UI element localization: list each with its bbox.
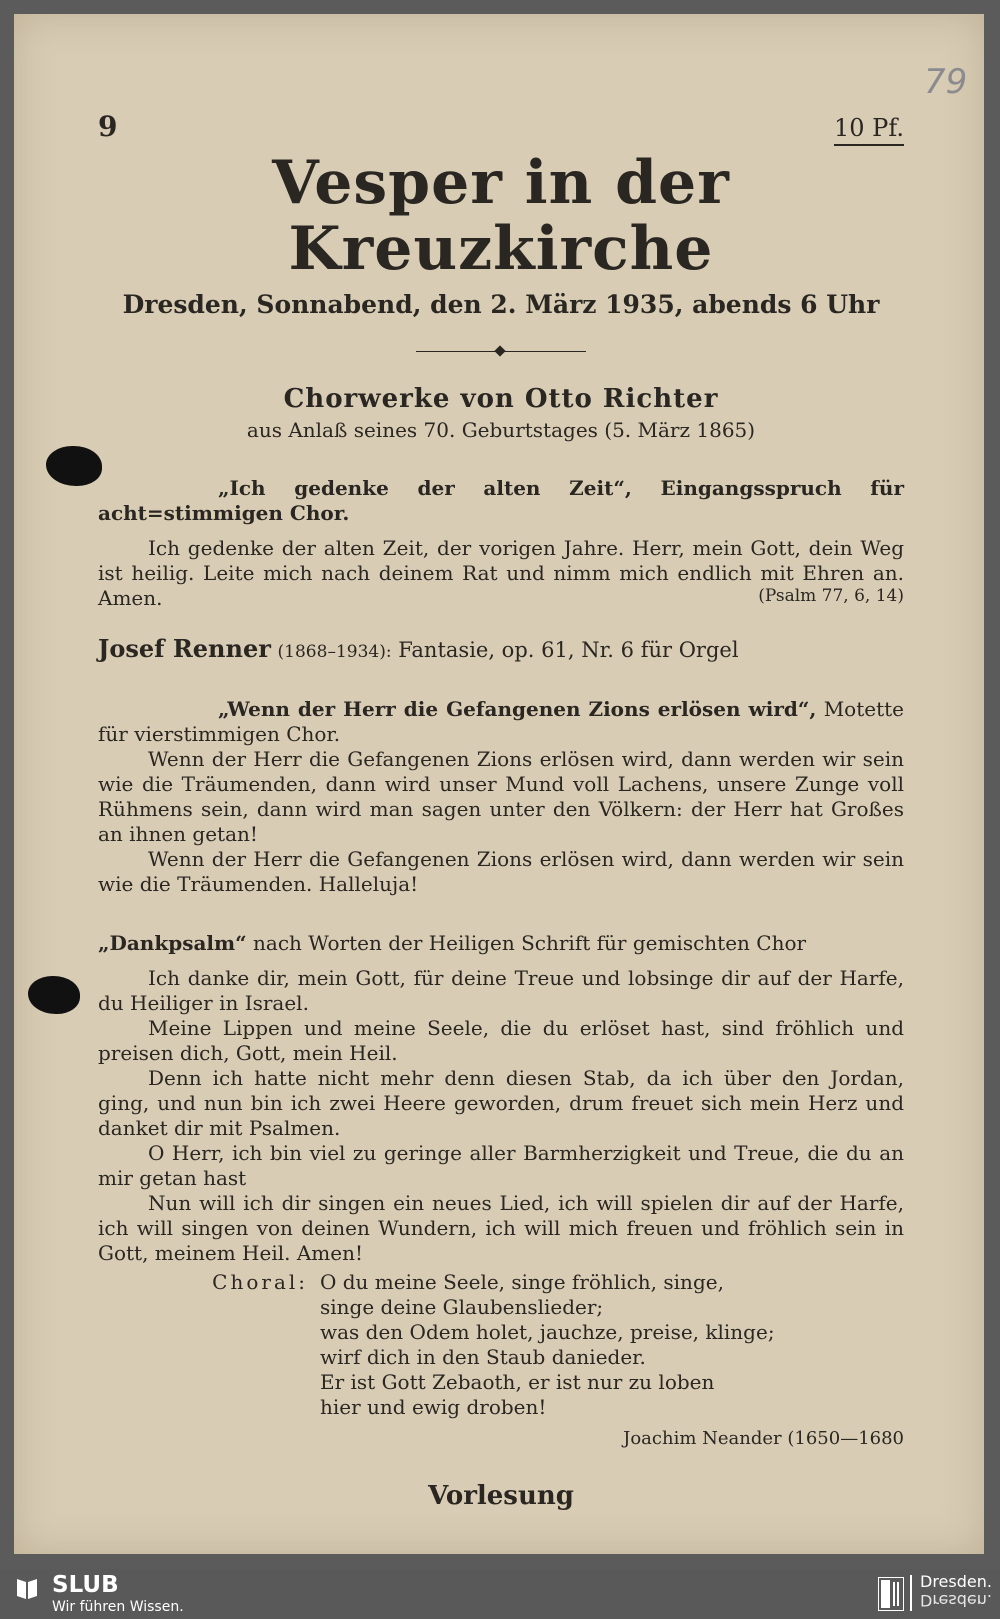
piece-text: Ich gedenke der alten Zeit, der vorigen Jahre. Herr, mein Gott, dein Weg ist heilig. Leite mich nach deinem Rat und nimm mich endlich mit Ehren an. Amen. bbox=[98, 536, 904, 610]
section-subheading: aus Anlaß seines 70. Geburtstages (5. März 1865) bbox=[246, 418, 756, 442]
piece-title-rest: Motette für vierstimmigen Chor. bbox=[98, 697, 904, 746]
piece-title: „Ich gedenke der alten Zeit“, Eingangsspruch für acht=stimmigen Chor. bbox=[98, 476, 904, 525]
piece-text: Denn ich hatte nicht mehr denn diesen Stab, da ich über den Jordan, ging, und nun bin ich zwei Heere geworden, drum freuet sich mein Herz und danket dir mit Psalmen. bbox=[98, 1066, 904, 1140]
piece-title bbox=[98, 931, 904, 956]
piece-title-bold: „Dankpsalm“ bbox=[98, 931, 247, 955]
piece-text: Ich danke dir, mein Gott, für deine Treue und lobsinge dir auf der Harfe, du Heiliger in Israel. bbox=[98, 966, 904, 1015]
hymn-attribution: Joachim Neander (1650—1680 bbox=[623, 1428, 904, 1449]
page-number: 9 bbox=[98, 110, 118, 143]
scripture-reference: (Psalm 77, 6, 14) bbox=[758, 586, 904, 606]
footer-divider bbox=[910, 1575, 912, 1611]
choral-line: O du meine Seele, singe fröhlich, singe, bbox=[320, 1270, 724, 1294]
partner-line: Dresden. bbox=[920, 1591, 992, 1610]
piece-text: Wenn der Herr die Gefangenen Zions erlösen wird, dann werden wir sein wie die Träumenden, dann wird unser Mund voll Lachens, unsere Zunge voll Rühmens sein, dann wird man sagen unter den Völkern: der Herr hat Großes an ihnen getan! bbox=[98, 747, 904, 846]
price: 10 Pf. bbox=[834, 114, 904, 146]
composer-name: Josef Renner bbox=[98, 634, 271, 663]
page-title: Vesper in der Kreuzkirche bbox=[272, 148, 730, 284]
coat-of-arms-icon[interactable] bbox=[878, 1577, 904, 1611]
event-date-line: Dresden, Sonnabend, den 2. März 1935, abends 6 Uhr bbox=[122, 290, 880, 319]
organ-piece bbox=[98, 634, 904, 663]
section-heading: Chorwerke von Otto Richter bbox=[283, 384, 719, 414]
choral-line: hier und ewig droben! bbox=[320, 1395, 547, 1419]
choral-line: Er ist Gott Zebaoth, er ist nur zu loben bbox=[320, 1370, 715, 1394]
piece-text: Meine Lippen und meine Seele, die du erlöset hast, sind fröhlich und preisen dich, Gott, mein Heil. bbox=[98, 1016, 904, 1065]
reading-heading: Vorlesung bbox=[428, 1481, 574, 1511]
piece-title-rest: nach Worten der Heiligen Schrift für gemischten Chor bbox=[253, 931, 807, 955]
choral-block bbox=[98, 1270, 904, 1420]
choral-line: was den Odem holet, jauchze, preise, klinge; bbox=[320, 1320, 775, 1344]
library-tagline: Wir führen Wissen. bbox=[52, 1599, 184, 1615]
choral-lines bbox=[320, 1270, 904, 1420]
partner-line: Dresden. bbox=[920, 1572, 992, 1591]
ink-blot bbox=[46, 446, 102, 486]
partner-logo-text[interactable] bbox=[920, 1573, 992, 1609]
library-name[interactable]: SLUB bbox=[52, 1572, 119, 1598]
piece-text: O Herr, ich bin viel zu geringe aller Barmherzigkeit und Treue, die du an mir getan hast bbox=[98, 1141, 904, 1190]
piece-title bbox=[98, 697, 904, 747]
piece-text: Wenn der Herr die Gefangenen Zions erlösen wird, dann werden wir sein wie die Träumenden. Halleluja! bbox=[98, 847, 904, 896]
viewer-footer bbox=[0, 1569, 1000, 1619]
choral-line: singe deine Glaubenslieder; bbox=[320, 1295, 604, 1319]
page-header bbox=[98, 110, 904, 146]
piece-text: Nun will ich dir singen ein neues Lied, ich will spielen dir auf der Harfe, ich will singen von deinen Wundern, ich will mich freuen und fröhlich sein in Gott, meinem Heil. Amen! bbox=[98, 1191, 904, 1265]
piece-title-bold: „Wenn der Herr die Gefangenen Zions erlösen wird“, bbox=[218, 697, 817, 721]
book-icon bbox=[14, 1575, 40, 1601]
composer-dates: (1868–1934): bbox=[277, 642, 392, 662]
ink-blot bbox=[28, 976, 80, 1014]
choral-line: wirf dich in den Staub danieder. bbox=[320, 1345, 646, 1369]
organ-work: Fantasie, op. 61, Nr. 6 für Orgel bbox=[398, 638, 739, 662]
page-content bbox=[98, 110, 904, 1511]
pencil-annotation: 79 bbox=[924, 62, 968, 102]
ornament-divider bbox=[416, 351, 586, 358]
choral-label: Choral: bbox=[212, 1270, 308, 1294]
document-page bbox=[14, 14, 984, 1554]
